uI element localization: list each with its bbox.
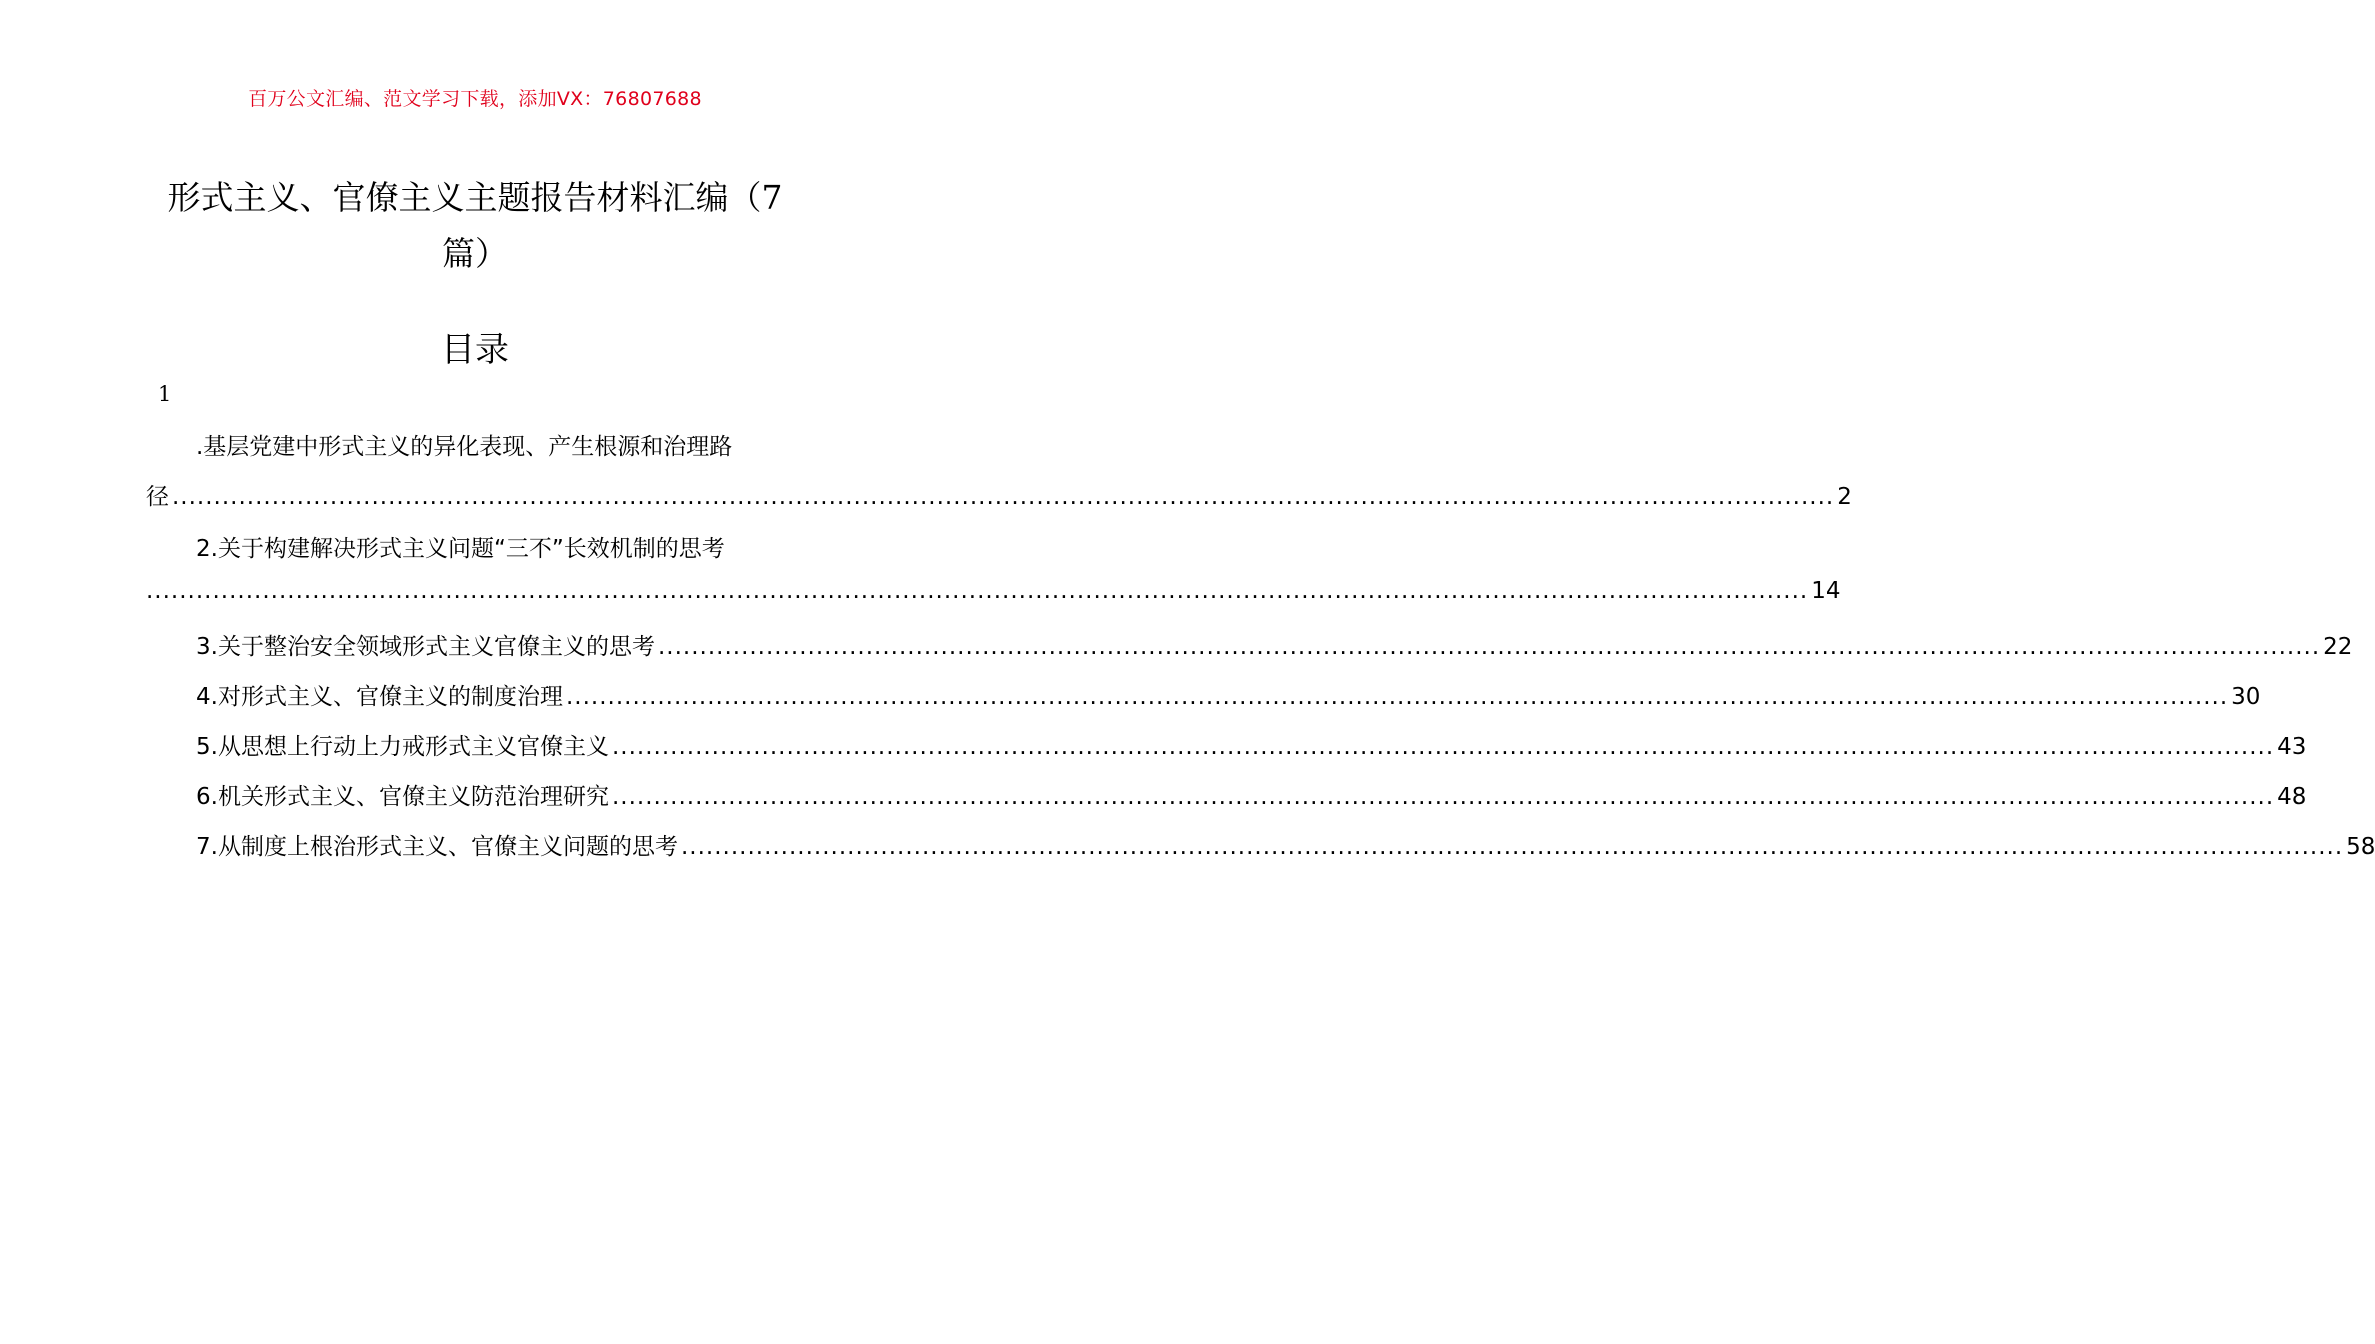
toc-entry-2-line2[interactable] <box>146 578 1841 612</box>
toc-page-number: 14 <box>1811 578 1841 604</box>
toc-entry-title: 5.从思想上行动上力戒形式主义官僚主义 <box>196 734 609 760</box>
toc-entry-title: 3.关于整治安全领域形式主义官僚主义的思考 <box>196 634 655 660</box>
toc-heading: 目录 <box>441 330 509 370</box>
toc-page-number: 22 <box>2323 634 2353 660</box>
dot-leader: ........................................................................................................................................................................................................ <box>680 834 2344 860</box>
toc-entry-title: 径 <box>146 484 169 510</box>
toc-page-number: 2 <box>1837 484 1852 510</box>
toc-entry-7[interactable] <box>146 828 2375 862</box>
toc-entry-4[interactable] <box>146 678 2261 712</box>
toc-entry-title: 2.关于构建解决形式主义问题“三不”长效机制的思考 <box>196 536 725 562</box>
title-main: 形式主义、官僚主义主题报告材料汇编（ <box>167 178 762 217</box>
toc-entry-1-line1[interactable] <box>146 428 856 462</box>
dot-leader: ........................................................................................................................................................................................................ <box>172 484 1835 510</box>
toc-entry-1-line2[interactable] <box>146 478 1852 512</box>
toc-page-number: 30 <box>2231 684 2261 710</box>
dot-leader: ........................................................................................................................................................................................................ <box>611 784 2275 810</box>
toc-entry-3[interactable] <box>146 628 2353 662</box>
toc-page-number: 48 <box>2277 784 2307 810</box>
title-close: ） <box>475 234 508 273</box>
toc-entry-title: .基层党建中形式主义的异化表现、产生根源和治理路 <box>196 434 733 460</box>
promo-banner: 百万公文汇编、范文学习下载，添加VX：76807688 <box>248 88 702 110</box>
title-count: 7 <box>761 178 783 217</box>
dot-leader: ........................................................................................................................................................................................................ <box>657 634 2321 660</box>
document-title <box>140 170 810 282</box>
toc-entry-title: 6.机关形式主义、官僚主义防范治理研究 <box>196 784 609 810</box>
toc-entry-title: 4.对形式主义、官僚主义的制度治理 <box>196 684 563 710</box>
toc-entry-2-line1[interactable] <box>146 530 856 564</box>
dot-leader: ........................................................................................................................................................................................................ <box>565 684 2229 710</box>
toc-page-number: 43 <box>2277 734 2307 760</box>
toc-entry-5[interactable] <box>146 728 2307 762</box>
toc-entry-6[interactable] <box>146 778 2307 812</box>
title-unit: 篇 <box>442 234 475 273</box>
toc-stray-number: 1 <box>158 382 172 406</box>
dot-leader: ........................................................................................................................................................................................................ <box>146 578 1809 604</box>
toc-page-number: 58 <box>2346 834 2375 860</box>
dot-leader: ........................................................................................................................................................................................................ <box>611 734 2275 760</box>
toc-entry-title: 7.从制度上根治形式主义、官僚主义问题的思考 <box>196 834 678 860</box>
